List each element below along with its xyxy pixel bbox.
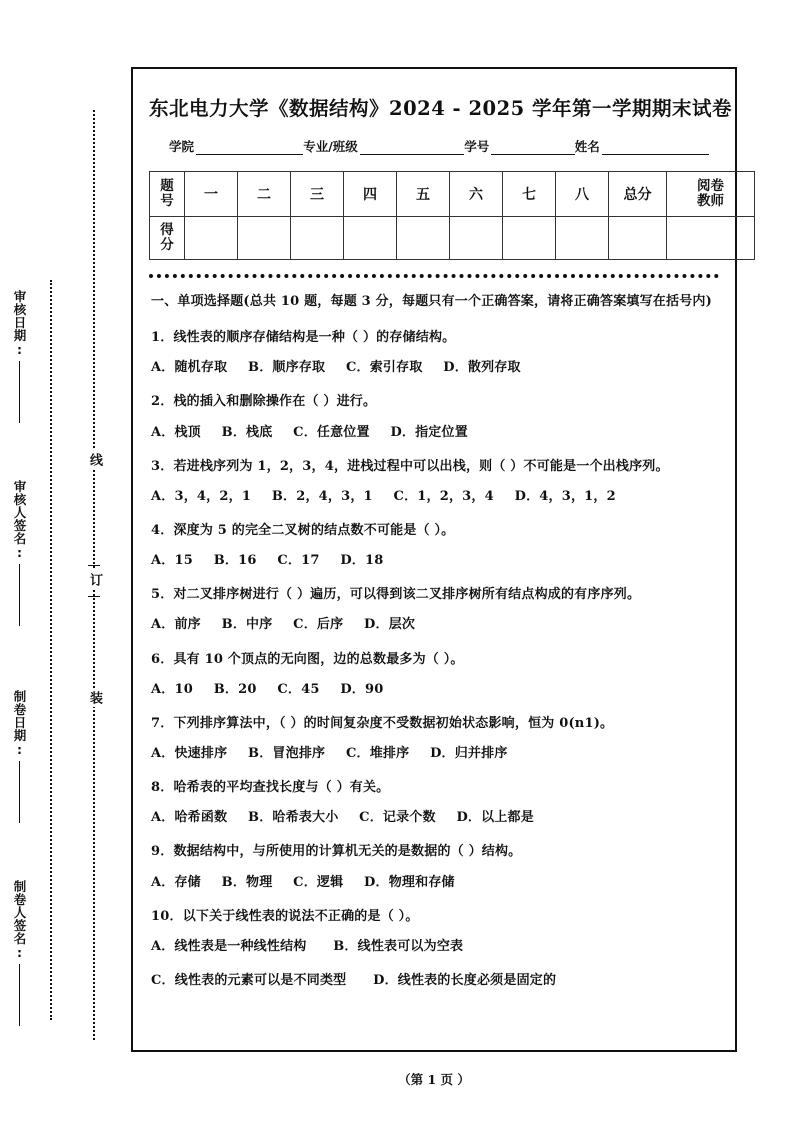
question-10-options-row-2 bbox=[151, 971, 717, 991]
question-5-option-d[interactable]: D．层次 bbox=[364, 617, 416, 633]
seal-char-zhuang: 装 bbox=[84, 688, 104, 707]
question-8-option-c[interactable]: C．记录个数 bbox=[359, 810, 436, 826]
question-8-option-b[interactable]: B．哈希表大小 bbox=[248, 810, 339, 826]
table-header-q3: 三 bbox=[291, 172, 344, 217]
question-3-option-b[interactable]: B．2，4，3，1 bbox=[271, 488, 373, 504]
question-6-option-a[interactable]: A．10 bbox=[151, 681, 193, 697]
table-cell-score-q6[interactable] bbox=[450, 217, 503, 260]
question-9-option-b[interactable]: B．物理 bbox=[221, 874, 273, 890]
question-2-stem: 2．栈的插入和删除操作在（ ）进行。 bbox=[151, 394, 377, 410]
question-3-options bbox=[151, 487, 717, 507]
margin-annotation-rule bbox=[19, 761, 20, 823]
table-header-q7: 七 bbox=[503, 172, 556, 217]
margin-annotation-label: 制卷日期: bbox=[12, 690, 27, 758]
page-number-footer: （第 1 页 ） bbox=[398, 1072, 470, 1087]
table-cell-marker-name[interactable] bbox=[667, 217, 755, 260]
question-5-option-a[interactable]: A．前序 bbox=[151, 617, 201, 633]
field-input-name[interactable] bbox=[602, 141, 709, 155]
table-header-score-label bbox=[150, 217, 185, 260]
question-3-option-c[interactable]: C．1，2，3，4 bbox=[393, 488, 494, 504]
table-header-q4: 四 bbox=[344, 172, 397, 217]
table-header-q2: 二 bbox=[238, 172, 291, 217]
question-4-option-d[interactable]: D．18 bbox=[340, 553, 384, 569]
question-7-stem: 7．下列排序算法中，（ ）的时间复杂度不受数据初始状态影响，恒为 0(n1)。 bbox=[151, 715, 614, 731]
exam-paper-frame bbox=[131, 67, 737, 1052]
question-7-option-b[interactable]: B．冒泡排序 bbox=[248, 745, 326, 761]
question-2-option-a[interactable]: A．栈顶 bbox=[151, 424, 201, 440]
question-10-option-a[interactable]: A．线性表是一种线性结构 bbox=[151, 938, 307, 954]
student-identity-fields bbox=[169, 137, 709, 155]
field-label-name: 姓名 bbox=[574, 139, 600, 154]
question-8-options bbox=[151, 808, 717, 828]
score-char-2: 分 bbox=[160, 237, 174, 253]
question-4-options bbox=[151, 551, 717, 571]
margin-annotation-label: 审核日期: bbox=[12, 290, 27, 358]
question-5-stem: 5．对二叉排序树进行（ ）遍历，可以得到该二叉排序树所有结点构成的有序序列。 bbox=[151, 587, 641, 603]
left-margin-dotted-line bbox=[50, 280, 52, 1020]
question-2-options bbox=[151, 423, 717, 443]
table-cell-score-q3[interactable] bbox=[291, 217, 344, 260]
table-header-total: 总分 bbox=[609, 172, 667, 217]
question-no-char-2: 号 bbox=[160, 193, 174, 209]
question-6-stem: 6．具有 10 个顶点的无向图，边的总数最多为（ ）。 bbox=[151, 651, 464, 667]
marker-label-line-2: 教师 bbox=[697, 193, 724, 209]
table-cell-score-q8[interactable] bbox=[556, 217, 609, 260]
field-label-college: 学院 bbox=[169, 139, 195, 154]
field-input-major-class[interactable] bbox=[360, 141, 464, 155]
question-1-option-c[interactable]: C．索引存取 bbox=[345, 360, 423, 376]
field-label-student-id: 学号 bbox=[464, 139, 490, 154]
margin-annotation-printer-signature bbox=[10, 880, 28, 1026]
margin-annotation-rule bbox=[19, 564, 20, 626]
question-4-option-c[interactable]: C．17 bbox=[277, 553, 320, 569]
table-cell-score-q1[interactable] bbox=[185, 217, 238, 260]
seal-char-xian: 线 bbox=[84, 450, 104, 469]
question-9-stem: 9．数据结构中，与所使用的计算机无关的是数据的（ ）结构。 bbox=[151, 844, 522, 860]
field-input-student-id[interactable] bbox=[491, 141, 575, 155]
question-7-option-d[interactable]: D．归并排序 bbox=[430, 745, 508, 761]
question-7-options bbox=[151, 744, 717, 764]
margin-annotation-label: 制卷人签名: bbox=[12, 880, 27, 961]
question-3-option-a[interactable]: A．3，4，2，1 bbox=[151, 488, 252, 504]
question-9-option-a[interactable]: A．存储 bbox=[151, 874, 201, 890]
field-label-major-class: 专业/班级 bbox=[303, 139, 358, 154]
question-1-option-b[interactable]: B．顺序存取 bbox=[248, 360, 326, 376]
question-6-option-b[interactable]: B．20 bbox=[213, 681, 257, 697]
field-input-college[interactable] bbox=[196, 141, 303, 155]
table-cell-score-total[interactable] bbox=[609, 217, 667, 260]
seal-char-ding: 订 bbox=[84, 570, 104, 589]
question-6-option-c[interactable]: C．45 bbox=[277, 681, 320, 697]
question-2-option-d[interactable]: D．指定位置 bbox=[390, 424, 468, 440]
table-cell-score-q7[interactable] bbox=[503, 217, 556, 260]
question-6-options bbox=[151, 680, 717, 700]
question-1-option-a[interactable]: A．随机存取 bbox=[151, 360, 228, 376]
question-5-option-c[interactable]: C．后序 bbox=[293, 617, 344, 633]
question-9-options bbox=[151, 873, 717, 893]
table-header-question-no bbox=[150, 172, 185, 217]
question-3-stem: 3．若进栈序列为 1，2，3，4，进栈过程中可以出栈，则（ ）不可能是一个出栈序列。 bbox=[151, 458, 669, 474]
question-1-stem: 1．线性表的顺序存储结构是一种（ ）的存储结构。 bbox=[151, 330, 456, 346]
margin-annotation-print-date bbox=[10, 690, 28, 823]
table-header-q8: 八 bbox=[556, 172, 609, 217]
section-divider bbox=[149, 274, 719, 278]
question-9-option-c[interactable]: C．逻辑 bbox=[293, 874, 344, 890]
question-3-option-d[interactable]: D．4，3，1，2 bbox=[514, 488, 616, 504]
marker-label-line-1: 阅卷 bbox=[697, 177, 724, 194]
table-header-q1: 一 bbox=[185, 172, 238, 217]
left-margin-column bbox=[0, 0, 62, 1122]
table-header-q5: 五 bbox=[397, 172, 450, 217]
question-7-option-a[interactable]: A．快速排序 bbox=[151, 745, 228, 761]
seal-rule-upper bbox=[88, 565, 100, 566]
score-summary-table bbox=[149, 171, 755, 260]
question-no-char-1: 题 bbox=[160, 177, 174, 194]
table-cell-score-q4[interactable] bbox=[344, 217, 397, 260]
margin-annotation-review-date bbox=[10, 290, 28, 423]
table-header-marker bbox=[667, 172, 755, 217]
table-row-question-numbers bbox=[150, 172, 755, 217]
question-4-option-b[interactable]: B．16 bbox=[213, 553, 257, 569]
question-8-stem: 8．哈希表的平均查找长度与（ ）有关。 bbox=[151, 780, 390, 796]
question-7-option-c[interactable]: C．堆排序 bbox=[345, 745, 410, 761]
question-8-option-a[interactable]: A．哈希函数 bbox=[151, 810, 228, 826]
question-8-option-d[interactable]: D．以上都是 bbox=[456, 810, 534, 826]
page-title: 东北电力大学《数据结构》2024 - 2025 学年第一学期期末试卷 bbox=[149, 97, 733, 120]
question-9-option-d[interactable]: D．物理和存储 bbox=[364, 874, 455, 890]
question-5-options bbox=[151, 615, 717, 635]
question-10-option-b[interactable]: B．线性表可以为空表 bbox=[333, 938, 464, 954]
margin-annotation-label: 审核人签名: bbox=[12, 480, 27, 561]
section-one-heading: 一、单项选择题(总共 10 题，每题 3 分，每题只有一个正确答案，请将正确答案填写在括号内) bbox=[151, 294, 712, 309]
table-cell-score-q2[interactable] bbox=[238, 217, 291, 260]
seal-rule-lower bbox=[88, 596, 100, 597]
margin-annotation-reviewer-signature bbox=[10, 480, 28, 626]
question-4-stem: 4．深度为 5 的完全二叉树的结点数不可能是（ ）。 bbox=[151, 522, 455, 538]
table-header-q6: 六 bbox=[450, 172, 503, 217]
question-5-option-b[interactable]: B．中序 bbox=[221, 617, 273, 633]
table-cell-score-q5[interactable] bbox=[397, 217, 450, 260]
question-6-option-d[interactable]: D．90 bbox=[340, 681, 384, 697]
question-10-options-row-1 bbox=[151, 937, 717, 957]
question-2-option-b[interactable]: B．栈底 bbox=[221, 424, 273, 440]
question-1-options bbox=[151, 358, 717, 378]
question-2-option-c[interactable]: C．任意位置 bbox=[293, 424, 370, 440]
question-10-option-d[interactable]: D．线性表的长度必须是固定的 bbox=[373, 972, 557, 988]
margin-annotation-rule bbox=[19, 964, 20, 1026]
table-row-scores bbox=[150, 217, 755, 260]
question-list bbox=[149, 292, 719, 991]
question-4-option-a[interactable]: A．15 bbox=[151, 553, 193, 569]
score-char-1: 得 bbox=[160, 221, 174, 238]
question-10-option-c[interactable]: C．线性表的元素可以是不同类型 bbox=[151, 972, 347, 988]
question-1-option-d[interactable]: D．散列存取 bbox=[443, 360, 521, 376]
margin-annotation-rule bbox=[19, 361, 20, 423]
question-10-stem: 10．以下关于线性表的说法不正确的是（ ）。 bbox=[151, 908, 419, 924]
